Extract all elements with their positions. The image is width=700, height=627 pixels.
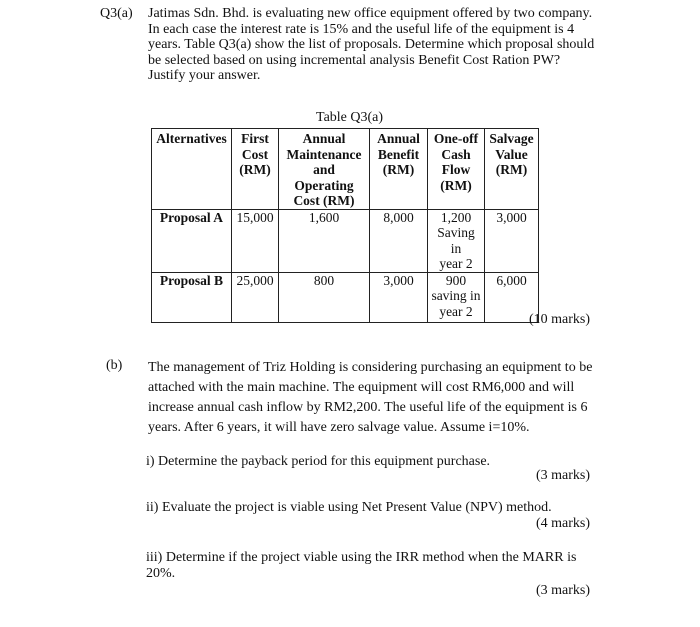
cell-first-cost: 15,000 <box>232 209 279 272</box>
cell-annual-maintenance: 1,600 <box>279 209 370 272</box>
sub-question-ii-text: ii) Evaluate the project is viable using Net Present Value (NPV) method. <box>146 500 552 515</box>
cell-first-cost: 25,000 <box>232 272 279 322</box>
question-3a-text: Jatimas Sdn. Bhd. is evaluating new office equipment offered by two company. In each case the interest rate is 15% and the useful life of the equipment is 4 years. Table Q3(a) show the list of proposals. Determine which proposal should be selected based on using incremental analysis Benefit Cost Ration PW? Justify your answer. <box>148 6 595 83</box>
header-first-cost: First Cost (RM) <box>232 129 279 210</box>
table-header-row <box>152 129 539 210</box>
sub-question-iii-text: iii) Determine if the project viable using the IRR method when the MARR is 20%. <box>146 550 577 581</box>
cell-one-off-cash-flow: 900 saving in year 2 <box>428 272 485 322</box>
table-caption: Table Q3(a) <box>316 110 384 125</box>
cell-annual-benefit: 8,000 <box>370 209 428 272</box>
sub-question-i-text: i) Determine the payback period for this equipment purchase. <box>146 454 491 469</box>
table-row <box>152 272 539 322</box>
sub-question-ii-marks: (4 marks) <box>536 516 591 531</box>
cell-alternative: Proposal B <box>152 272 232 322</box>
cell-salvage-value: 3,000 <box>485 209 539 272</box>
question-3b-label: (b) <box>106 358 123 373</box>
header-annual-maintenance: Annual Maintenance and Operating Cost (RM) <box>279 129 370 210</box>
question-3b-text: The management of Triz Holding is considering purchasing an equipment to be attached with the main machine. The equipment will cost RM6,000 and will increase annual cash inflow by RM2,200. The useful life of the equipment is 6 years. After 6 years, it will have zero salvage value. Assume i=10%. <box>148 360 593 435</box>
header-one-off-cash-flow: One-off Cash Flow (RM) <box>428 129 485 210</box>
header-alternatives: Alternatives <box>152 129 232 210</box>
cell-salvage-value: 6,000 <box>485 272 539 322</box>
cell-alternative: Proposal A <box>152 209 232 272</box>
proposals-table <box>151 128 539 323</box>
table-row <box>152 209 539 272</box>
header-salvage-value: Salvage Value (RM) <box>485 129 539 210</box>
question-3a-label: Q3(a) <box>100 6 133 21</box>
sub-question-iii-marks: (3 marks) <box>536 583 591 598</box>
sub-question-i-marks: (3 marks) <box>536 468 591 483</box>
cell-annual-maintenance: 800 <box>279 272 370 322</box>
header-annual-benefit: Annual Benefit (RM) <box>370 129 428 210</box>
question-3a-marks: (10 marks) <box>529 312 591 327</box>
cell-annual-benefit: 3,000 <box>370 272 428 322</box>
cell-one-off-cash-flow: 1,200 Saving in year 2 <box>428 209 485 272</box>
